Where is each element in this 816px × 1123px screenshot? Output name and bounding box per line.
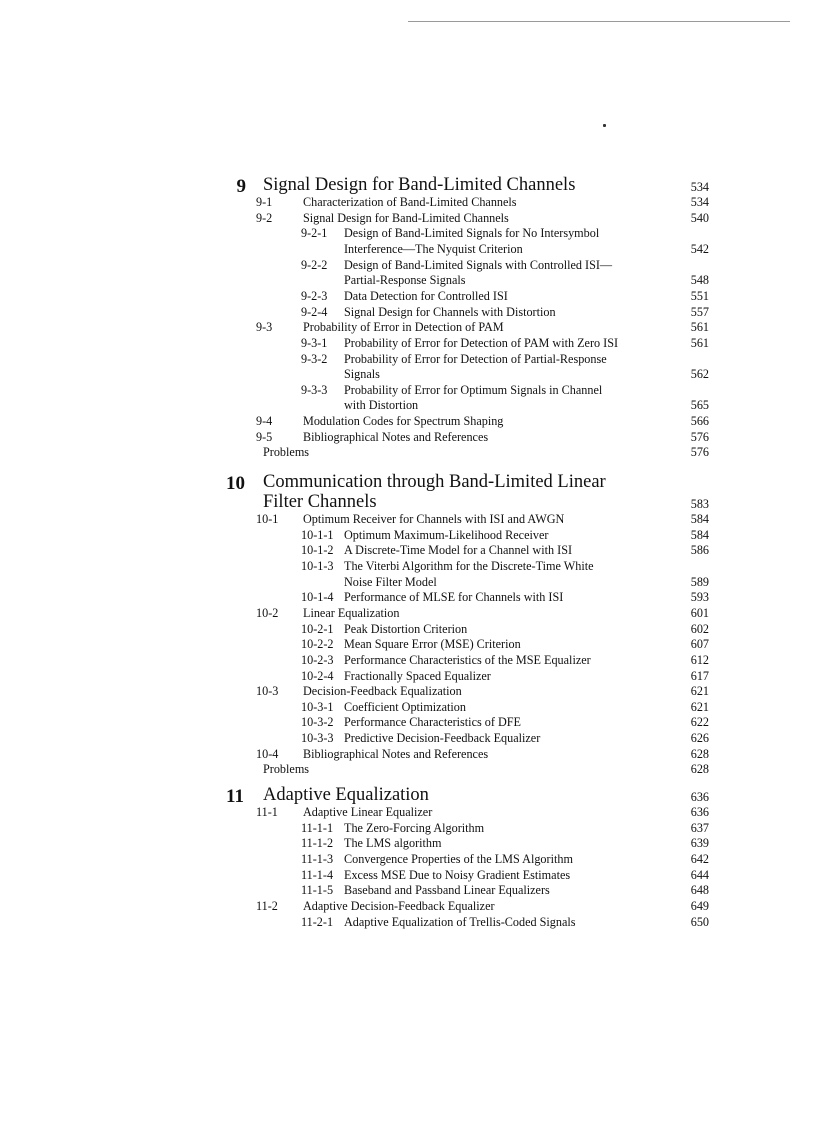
section-title: Probability of Error for Detection of Partial-Response bbox=[344, 351, 607, 366]
section-number: 10-2-1 bbox=[301, 621, 334, 636]
section-number: 9-5 bbox=[256, 429, 273, 444]
chapter-title: Filter Channels bbox=[263, 492, 377, 512]
section-title: Noise Filter Model bbox=[344, 574, 437, 589]
section-number: 11-1-1 bbox=[301, 820, 334, 835]
section-number: 9-3-2 bbox=[301, 351, 328, 366]
section-title: Mean Square Error (MSE) Criterion bbox=[344, 637, 521, 652]
section-page-number: 561 bbox=[690, 335, 709, 350]
section-page-number: 621 bbox=[690, 684, 709, 699]
section-page-number: 617 bbox=[690, 668, 709, 683]
section-number: 10-3-1 bbox=[301, 699, 334, 714]
section-title: Interference—The Nyquist Criterion bbox=[344, 241, 523, 256]
section-page-number: 642 bbox=[690, 851, 709, 866]
section-number: 9-3-1 bbox=[301, 335, 328, 350]
section-title: Data Detection for Controlled ISI bbox=[344, 288, 508, 303]
section-number: 9-2-3 bbox=[301, 288, 328, 303]
section-number: 10-1-1 bbox=[301, 527, 334, 542]
section-page-number: 584 bbox=[690, 527, 709, 542]
section-number: 9-2-4 bbox=[301, 304, 328, 319]
chapter-page-number: 534 bbox=[690, 180, 709, 194]
section-page-number: 601 bbox=[690, 605, 709, 620]
scan-speck bbox=[603, 124, 606, 127]
section-page-number: 589 bbox=[690, 574, 709, 589]
section-page-number: 628 bbox=[690, 746, 709, 761]
section-title: Optimum Maximum-Likelihood Receiver bbox=[344, 527, 549, 542]
section-page-number: 548 bbox=[690, 273, 709, 288]
section-number: 9-3-3 bbox=[301, 382, 328, 397]
section-title: Optimum Receiver for Channels with ISI and AWGN bbox=[303, 512, 565, 526]
section-title: Partial-Response Signals bbox=[344, 273, 466, 288]
section-number: 10-2-4 bbox=[301, 668, 334, 683]
section-title: The Viterbi Algorithm for the Discrete-Time White bbox=[344, 558, 594, 573]
section-page-number: 602 bbox=[690, 621, 709, 636]
section-number: 9-2-1 bbox=[301, 226, 328, 241]
section-page-number: 626 bbox=[690, 731, 709, 746]
section-number: 10-1 bbox=[256, 512, 279, 526]
section-number: 9-4 bbox=[256, 414, 273, 429]
section-page-number: 649 bbox=[690, 898, 709, 913]
problems-label: Problems bbox=[263, 445, 310, 460]
chapter-number: 9 bbox=[236, 176, 246, 197]
section-title: with Distortion bbox=[344, 398, 419, 413]
section-title: Predictive Decision-Feedback Equalizer bbox=[344, 731, 541, 746]
section-page-number: 637 bbox=[690, 820, 709, 835]
section-title: Performance of MLSE for Channels with ISI bbox=[344, 590, 564, 605]
section-title: A Discrete-Time Model for a Channel with ISI bbox=[344, 543, 573, 558]
section-title: Characterization of Band-Limited Channels bbox=[303, 195, 517, 209]
section-title: Bibliographical Notes and References bbox=[303, 429, 489, 444]
section-number: 10-2-2 bbox=[301, 637, 334, 652]
section-number: 11-1-5 bbox=[301, 883, 334, 898]
section-title: Bibliographical Notes and References bbox=[303, 746, 489, 761]
section-number: 10-2-3 bbox=[301, 652, 334, 667]
chapter-title: Adaptive Equalization bbox=[263, 785, 429, 805]
section-page-number: 648 bbox=[690, 883, 709, 898]
section-page-number: 576 bbox=[690, 445, 709, 460]
section-title: The Zero-Forcing Algorithm bbox=[344, 820, 485, 835]
section-title: Fractionally Spaced Equalizer bbox=[344, 668, 491, 683]
section-number: 11-1-2 bbox=[301, 836, 334, 851]
section-title: Coefficient Optimization bbox=[344, 699, 466, 714]
section-number: 11-1-4 bbox=[301, 867, 334, 882]
chapter-page-number: 583 bbox=[690, 497, 709, 511]
section-title: Modulation Codes for Spectrum Shaping bbox=[303, 414, 504, 429]
section-title: Probability of Error in Detection of PAM bbox=[303, 320, 504, 335]
section-page-number: 639 bbox=[690, 836, 709, 851]
section-title: Probability of Error for Detection of PAM with Zero ISI bbox=[344, 335, 619, 350]
section-title: Convergence Properties of the LMS Algorithm bbox=[344, 851, 573, 866]
section-page-number: 540 bbox=[690, 210, 709, 225]
section-page-number: 565 bbox=[690, 398, 709, 413]
section-number: 9-1 bbox=[256, 195, 273, 209]
section-title: Design of Band-Limited Signals with Controlled ISI— bbox=[344, 257, 613, 272]
section-number: 10-2 bbox=[256, 605, 279, 620]
section-page-number: 593 bbox=[690, 590, 709, 605]
section-title: Performance Characteristics of DFE bbox=[344, 715, 521, 730]
section-number: 10-1-3 bbox=[301, 558, 334, 573]
section-number: 9-2 bbox=[256, 210, 273, 225]
section-title: Design of Band-Limited Signals for No Intersymbol bbox=[344, 226, 600, 241]
section-number: 10-4 bbox=[256, 746, 279, 761]
section-page-number: 621 bbox=[690, 699, 709, 714]
section-number: 9-2-2 bbox=[301, 257, 328, 272]
section-page-number: 584 bbox=[690, 512, 709, 526]
section-number: 10-3-3 bbox=[301, 731, 334, 746]
section-page-number: 534 bbox=[690, 195, 709, 209]
section-page-number: 628 bbox=[690, 762, 709, 777]
section-page-number: 650 bbox=[690, 914, 709, 929]
section-page-number: 622 bbox=[690, 715, 709, 730]
section-page-number: 576 bbox=[690, 429, 709, 444]
section-title: The LMS algorithm bbox=[344, 836, 442, 851]
section-page-number: 612 bbox=[690, 652, 709, 667]
section-number: 10-1-4 bbox=[301, 590, 334, 605]
section-page-number: 586 bbox=[690, 543, 709, 558]
chapter-number: 10 bbox=[226, 473, 245, 494]
section-page-number: 607 bbox=[690, 637, 709, 652]
section-title: Adaptive Linear Equalizer bbox=[303, 805, 433, 819]
section-title: Peak Distortion Criterion bbox=[344, 621, 468, 636]
section-number: 11-2-1 bbox=[301, 914, 334, 929]
section-page-number: 542 bbox=[690, 241, 709, 256]
section-number: 11-2 bbox=[256, 898, 278, 913]
section-number: 10-3-2 bbox=[301, 715, 334, 730]
section-title: Signals bbox=[344, 367, 380, 382]
section-page-number: 566 bbox=[690, 414, 709, 429]
chapter-number: 11 bbox=[226, 786, 244, 807]
section-title: Signal Design for Band-Limited Channels bbox=[303, 210, 509, 225]
section-title: Linear Equalization bbox=[303, 605, 400, 620]
section-number: 9-3 bbox=[256, 320, 273, 335]
section-page-number: 561 bbox=[690, 320, 709, 335]
section-number: 11-1 bbox=[256, 805, 278, 819]
section-number: 10-1-2 bbox=[301, 543, 334, 558]
chapter-title: Communication through Band-Limited Linear bbox=[263, 472, 606, 492]
section-title: Probability of Error for Optimum Signals in Channel bbox=[344, 382, 603, 397]
section-number: 10-3 bbox=[256, 684, 279, 699]
chapter-title: Signal Design for Band-Limited Channels bbox=[263, 175, 576, 195]
section-title: Adaptive Decision-Feedback Equalizer bbox=[303, 898, 495, 913]
section-title: Baseband and Passband Linear Equalizers bbox=[344, 883, 550, 898]
section-page-number: 551 bbox=[690, 288, 709, 303]
section-page-number: 636 bbox=[690, 805, 709, 819]
section-page-number: 557 bbox=[690, 304, 709, 319]
section-title: Decision-Feedback Equalization bbox=[303, 684, 462, 699]
section-title: Signal Design for Channels with Distortion bbox=[344, 304, 556, 319]
chapter-page-number: 636 bbox=[690, 790, 709, 804]
section-title: Performance Characteristics of the MSE Equalizer bbox=[344, 652, 591, 667]
section-title: Adaptive Equalization of Trellis-Coded Signals bbox=[344, 914, 576, 929]
section-number: 11-1-3 bbox=[301, 851, 334, 866]
section-title: Excess MSE Due to Noisy Gradient Estimates bbox=[344, 867, 571, 882]
section-page-number: 644 bbox=[690, 867, 709, 882]
problems-label: Problems bbox=[263, 762, 310, 777]
section-page-number: 562 bbox=[690, 367, 709, 382]
top-rule bbox=[408, 21, 790, 22]
